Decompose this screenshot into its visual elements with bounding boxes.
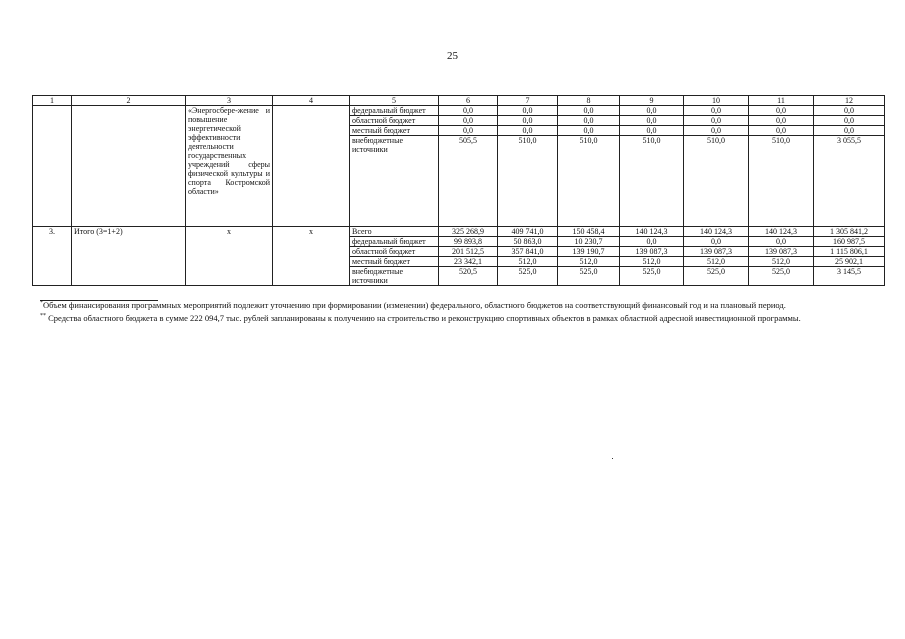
table-cell: х bbox=[186, 227, 273, 286]
table-cell: 505,5 bbox=[439, 136, 498, 227]
table-cell: 0,0 bbox=[814, 126, 885, 136]
table-cell: 201 512,5 bbox=[439, 247, 498, 257]
table-cell: 0,0 bbox=[814, 106, 885, 116]
table-cell: 0,0 bbox=[749, 126, 814, 136]
table-cell: 0,0 bbox=[749, 116, 814, 126]
table-cell: 0,0 bbox=[620, 237, 684, 247]
table-cell: 50 863,0 bbox=[498, 237, 558, 247]
table-cell: 510,0 bbox=[498, 136, 558, 227]
table-cell: 0,0 bbox=[620, 126, 684, 136]
table-cell: 0,0 bbox=[439, 116, 498, 126]
table-cell: 0,0 bbox=[684, 126, 749, 136]
column-header: 4 bbox=[273, 96, 350, 106]
column-header: 8 bbox=[558, 96, 620, 106]
footnote-text: Средства областного бюджета в сумме 222 094,7 тыс. рублей запланированы к получению на строительство и реконструкцию спортивных объектов в рамках областной адресной инвестиционной программы. bbox=[48, 313, 801, 323]
table-cell: 0,0 bbox=[620, 106, 684, 116]
table-cell: 0,0 bbox=[558, 126, 620, 136]
column-header: 7 bbox=[498, 96, 558, 106]
funding-source: федеральный бюджет bbox=[350, 237, 439, 247]
table-cell: 139 087,3 bbox=[684, 247, 749, 257]
funding-source: областной бюджет bbox=[350, 116, 439, 126]
table-cell bbox=[72, 106, 186, 227]
column-header: 1 bbox=[33, 96, 72, 106]
table-row bbox=[33, 227, 885, 237]
table-cell bbox=[33, 106, 72, 227]
table-cell: 3 145,5 bbox=[814, 267, 885, 286]
column-header: 5 bbox=[350, 96, 439, 106]
table-cell: 140 124,3 bbox=[749, 227, 814, 237]
footnote-marker: ** bbox=[40, 313, 46, 319]
table-cell: 512,0 bbox=[749, 257, 814, 267]
footnote-marker: * bbox=[40, 300, 43, 306]
footnote-text: Объем финансирования программных мероприятий подлежит уточнению при формировании (изменении) федерального, областного бюджетов на соответствующий финансовый год и на плановый период. bbox=[43, 300, 786, 310]
table-cell: 525,0 bbox=[684, 267, 749, 286]
funding-source: местный бюджет bbox=[350, 126, 439, 136]
column-header: 9 bbox=[620, 96, 684, 106]
table-cell: 0,0 bbox=[620, 116, 684, 126]
table-cell: 512,0 bbox=[558, 257, 620, 267]
table-cell bbox=[273, 106, 350, 227]
table-cell: 23 342,1 bbox=[439, 257, 498, 267]
table-cell: 3 055,5 bbox=[814, 136, 885, 227]
table-cell: 325 268,9 bbox=[439, 227, 498, 237]
table-cell: 0,0 bbox=[684, 237, 749, 247]
table-cell: 0,0 bbox=[749, 237, 814, 247]
funding-source: внебюджетные источники bbox=[350, 136, 439, 227]
table-cell: 0,0 bbox=[498, 116, 558, 126]
table-cell: 139 087,3 bbox=[620, 247, 684, 257]
column-header: 11 bbox=[749, 96, 814, 106]
budget-table bbox=[32, 95, 885, 286]
table-cell: 510,0 bbox=[558, 136, 620, 227]
funding-source: внебюджетные источники bbox=[350, 267, 439, 286]
table-cell: 512,0 bbox=[684, 257, 749, 267]
total-label-cell: Итого (3=1+2) bbox=[72, 227, 186, 286]
table-cell: 139 190,7 bbox=[558, 247, 620, 257]
table-cell: х bbox=[273, 227, 350, 286]
table-cell: 140 124,3 bbox=[620, 227, 684, 237]
column-header: 3 bbox=[186, 96, 273, 106]
table-cell: 0,0 bbox=[439, 126, 498, 136]
table-cell: 0,0 bbox=[498, 126, 558, 136]
table-cell: 525,0 bbox=[620, 267, 684, 286]
row-number-cell: 3. bbox=[33, 227, 72, 286]
table-cell: 150 458,4 bbox=[558, 227, 620, 237]
table-cell: 409 741,0 bbox=[498, 227, 558, 237]
table-cell: 0,0 bbox=[498, 106, 558, 116]
table-cell: 0,0 bbox=[684, 106, 749, 116]
column-header: 10 bbox=[684, 96, 749, 106]
table-cell: 525,0 bbox=[498, 267, 558, 286]
page-number: 25 bbox=[447, 50, 458, 62]
table-cell: 0,0 bbox=[558, 106, 620, 116]
table-cell: 99 893,8 bbox=[439, 237, 498, 247]
table-cell: 520,5 bbox=[439, 267, 498, 286]
table-cell: 140 124,3 bbox=[684, 227, 749, 237]
table-cell: 0,0 bbox=[684, 116, 749, 126]
column-header: 6 bbox=[439, 96, 498, 106]
table-cell: 1 115 806,1 bbox=[814, 247, 885, 257]
table-cell: 512,0 bbox=[498, 257, 558, 267]
funding-source: областной бюджет bbox=[350, 247, 439, 257]
table-cell: 510,0 bbox=[749, 136, 814, 227]
table-cell: 25 902,1 bbox=[814, 257, 885, 267]
table-row bbox=[33, 106, 885, 116]
table-cell: 0,0 bbox=[814, 116, 885, 126]
table-cell: 0,0 bbox=[749, 106, 814, 116]
table-cell: 510,0 bbox=[684, 136, 749, 227]
funding-source: местный бюджет bbox=[350, 257, 439, 267]
table-cell: 0,0 bbox=[558, 116, 620, 126]
footnote-1 bbox=[40, 300, 885, 311]
table-cell: 0,0 bbox=[439, 106, 498, 116]
table-cell: 139 087,3 bbox=[749, 247, 814, 257]
table-cell: 10 230,7 bbox=[558, 237, 620, 247]
table-cell: 512,0 bbox=[620, 257, 684, 267]
column-header: 2 bbox=[72, 96, 186, 106]
table-cell: 357 841,0 bbox=[498, 247, 558, 257]
table-cell: 160 987,5 bbox=[814, 237, 885, 247]
column-header: 12 bbox=[814, 96, 885, 106]
footnote-2 bbox=[40, 313, 885, 324]
table-cell: 510,0 bbox=[620, 136, 684, 227]
table-cell: 525,0 bbox=[749, 267, 814, 286]
funding-source: Всего bbox=[350, 227, 439, 237]
table-cell: 1 305 841,2 bbox=[814, 227, 885, 237]
scan-speck bbox=[612, 458, 613, 459]
table-cell: 525,0 bbox=[558, 267, 620, 286]
funding-source: федеральный бюджет bbox=[350, 106, 439, 116]
footnotes bbox=[40, 300, 885, 326]
header-row bbox=[33, 96, 885, 106]
measure-name-cell: «Энергосбере-жение и повышение энергетической эффективности деятельности государственных учреждений сферы физической культуры и спорта Костромской области» bbox=[186, 106, 273, 227]
